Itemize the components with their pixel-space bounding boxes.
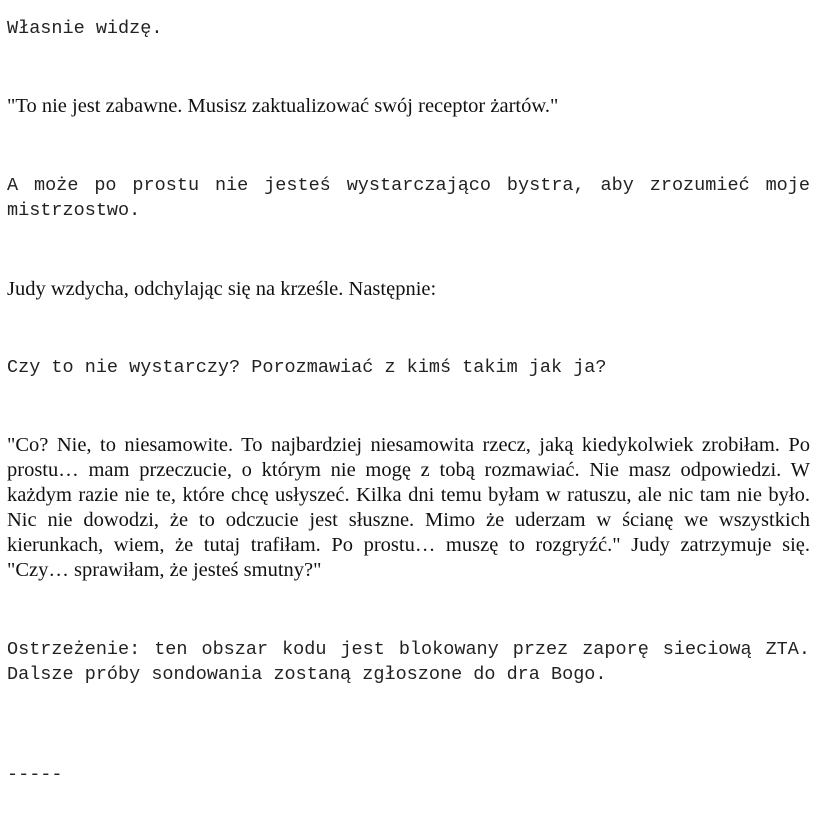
- paragraph-4: Judy wzdycha, odchylając się na krześle. Następnie:: [7, 278, 437, 300]
- paragraph-5: Czy to nie wystarczy? Porozmawiać z kimś takim jak ja?: [7, 357, 607, 378]
- separator-line: -----: [7, 764, 63, 785]
- paragraph-2: "To nie jest zabawne. Musisz zaktualizować swój receptor żartów.": [7, 95, 559, 117]
- paragraph-1: Własnie widzę.: [7, 18, 163, 39]
- paragraph-7: Ostrzeżenie: ten obszar kodu jest blokowany przez zaporę sieciową ZTA. Dalsze próby sondowania zostaną zgłoszone do dra Bogo.: [7, 639, 810, 685]
- paragraph-3: A może po prostu nie jesteś wystarczająco bystra, aby zrozumieć moje mistrzostwo.: [7, 175, 810, 221]
- paragraph-6: "Co? Nie, to niesamowite. To najbardziej niesamowita rzecz, jaką kiedykolwiek zrobiłam. Po prostu… mam przeczucie, o którym nie mogę z tobą rozmawiać. Nie masz odpowiedzi. W każdym razie nie te, które chcę usłyszeć. Kilka dni temu byłam w ratuszu, ale nic tam nie było. Nic nie dowodzi, że to odczucie jest słuszne. Mimo że uderzam w ścianę we wszystkich kierunkach, wiem, że tutaj trafiłam. Po prostu… muszę to rozgryźć." Judy zatrzymuje się. "Czy… sprawiłam, że jesteś smutny?": [7, 434, 810, 581]
